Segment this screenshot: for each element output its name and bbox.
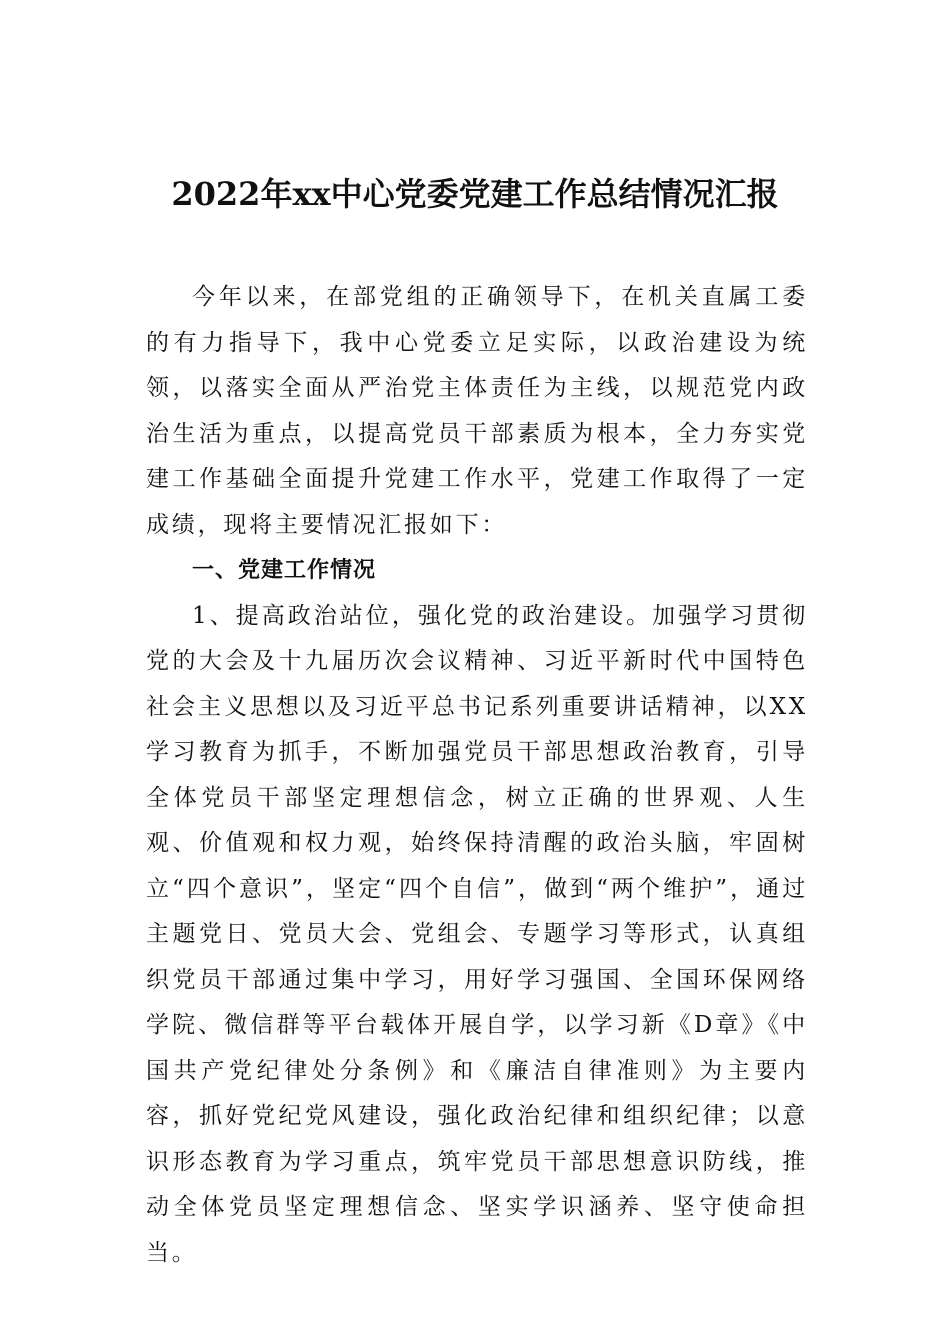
document-title: 2022年xx中心党委党建工作总结情况汇报 — [171, 175, 779, 213]
section-paragraph: 1、提高政治站位，强化党的政治建设。加强学习贯彻党的大会及十九届历次会议精神、习近平新时代中国特色社会主义思想以及习近平总书记系列重要讲话精神，以XX学习教育为抓手，不断加强党员干部思想政治教育，引导全体党员干部坚定理想信念，树立正确的世界观、人生观、价值观和权力观，始终保持清醒的政治头脑，牢固树立“四个意识”，坚定“四个自信”，做到“两个维护”，通过主题党日、党员大会、党组会、专题学习等形式，认真组织党员干部通过集中学习，用好学习强国、全国环保网络学院、微信群等平台载体开展自学，以学习新《D章》《中国共产党纪律处分条例》和《廉洁自律准则》为主要内容，抓好党纪党风建设，强化政治纪律和组织纪律；以意识形态教育为学习重点，筑牢党员干部思想意识防线，推动全体党员坚定理想信念、坚实学识涵养、坚守使命担当。 — [146, 602, 808, 1266]
document-body — [146, 275, 808, 1276]
intro-paragraph: 今年以来，在部党组的正确领导下，在机关直属工委的有力指导下，我中心党委立足实际，以政治建设为统领，以落实全面从严治党主体责任为主线，以规范党内政治生活为重点，以提高党员干部素质为根本，全力夯实党建工作基础全面提升党建工作水平，党建工作取得了一定成绩，现将主要情况汇报如下： — [146, 284, 808, 538]
section-heading: 一、党建工作情况 — [192, 558, 377, 583]
